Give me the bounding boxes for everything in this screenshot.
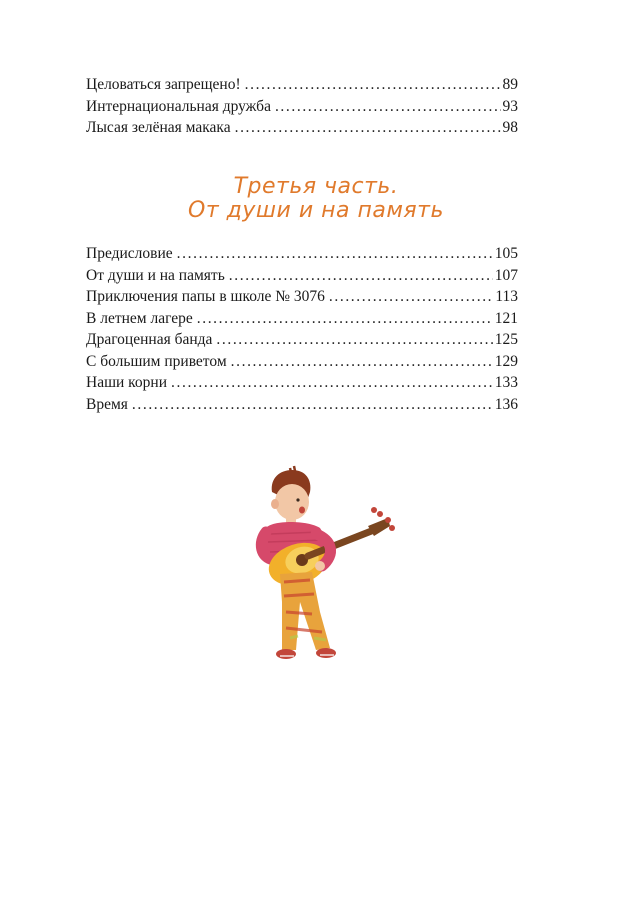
toc-entry-page: 125 [494, 331, 518, 348]
toc-entry-page: 136 [494, 395, 518, 413]
toc-entry-title: Время [86, 395, 128, 413]
toc-entry-page: 105 [494, 245, 518, 262]
toc-entry-title: Лысая зелёная макака [86, 119, 231, 136]
head [275, 484, 309, 520]
toc-entry[interactable] [86, 308, 518, 330]
toc-entry-title: Предисловие [86, 245, 173, 262]
toc-entry-page: 113 [495, 288, 518, 305]
toc-entry-title: Драгоценная банда [86, 331, 213, 348]
toc-leader-dots [275, 96, 501, 118]
toc-leader-dots [216, 329, 492, 351]
toc-entry-title: От души и на память [86, 266, 225, 284]
part-heading [0, 175, 632, 223]
toc-leader-dots [171, 372, 493, 394]
toc-entry-page: 129 [494, 352, 518, 370]
toc-entry[interactable] [86, 96, 518, 118]
toc-leader-dots [329, 286, 493, 308]
toc-leader-dots [229, 265, 493, 287]
toc-list-bottom [86, 243, 518, 415]
toc-entry[interactable] [86, 117, 518, 139]
toc-entry[interactable] [86, 372, 518, 394]
toc-list-top [86, 74, 518, 139]
toc-entry-title: Целоваться запрещено! [86, 76, 241, 93]
toc-leader-dots [245, 74, 501, 96]
toc-leader-dots [132, 394, 493, 416]
toc-entry-page: 121 [494, 309, 518, 327]
toc-entry[interactable] [86, 394, 518, 416]
part-heading-line1: Третья часть. [233, 174, 399, 199]
left-shoe [276, 649, 296, 659]
toc-entry[interactable] [86, 74, 518, 96]
toc-entry[interactable] [86, 265, 518, 287]
toc-leader-dots [177, 243, 493, 265]
toc-entry-title: Наши корни [86, 374, 168, 391]
toc-entry-page: 93 [502, 97, 518, 115]
toc-entry-title: С большим приветом [86, 352, 227, 370]
toc-entry[interactable] [86, 243, 518, 265]
toc-leader-dots [231, 351, 493, 373]
toc-leader-dots [197, 308, 493, 330]
toc-entry-title: Интернациональная дружба [86, 97, 271, 115]
toc-entry-page: 133 [494, 374, 518, 391]
toc-entry[interactable] [86, 351, 518, 373]
toc-entry[interactable] [86, 286, 518, 308]
toc-entry-title: В летнем лагере [86, 309, 193, 327]
toc-entry-page: 98 [502, 119, 518, 136]
part-heading-line2: От души и на память [188, 198, 444, 223]
toc-leader-dots [235, 117, 501, 139]
toc-entry-page: 107 [494, 266, 518, 284]
toc-entry-page: 89 [502, 76, 518, 93]
right-shoe [316, 648, 336, 658]
toc-entry-title: Приключения папы в школе № 3076 [86, 288, 325, 305]
toc-entry[interactable] [86, 329, 518, 351]
boy-playing-guitar-illustration [250, 462, 400, 668]
